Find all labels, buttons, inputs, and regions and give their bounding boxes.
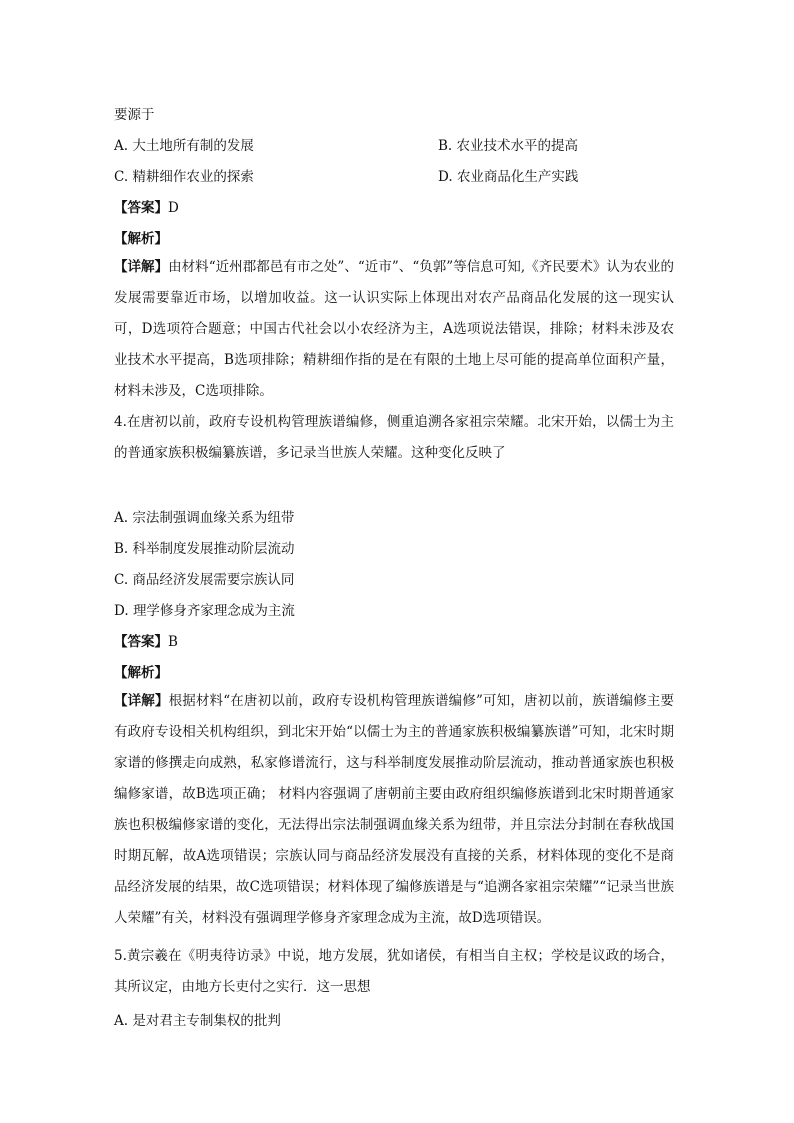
q3-answer	[114, 196, 179, 216]
detail-tag: 【详解】	[114, 693, 169, 709]
q3-option-d[interactable]: D. 农业商品化生产实践	[438, 169, 579, 185]
detail-tag: 【详解】	[114, 259, 169, 275]
q3-option-b[interactable]: B. 农业技术水平的提高	[438, 138, 579, 154]
q5-option-a[interactable]: A. 是对君主专制集权的批判	[114, 1013, 281, 1029]
q4-option-d[interactable]: D. 理学修身齐家理念成为主流	[114, 603, 295, 619]
q3-detail	[114, 252, 674, 407]
q4-detail	[114, 686, 674, 934]
q3-option-c[interactable]: C. 精耕细作农业的探索	[114, 169, 254, 185]
q4-option-a[interactable]: A. 宗法制强调血缘关系为纽带	[114, 510, 295, 526]
q4-option-b[interactable]: B. 科举制度发展推动阶层流动	[114, 541, 295, 557]
q5-stem: 5.黄宗羲在《明夷待访录》中说，地方发展，犹如诸侯，有相当自主权；学校是议政的场合，其所议定，由地方长吏付之实行．这一思想	[114, 948, 674, 995]
q4-stem: 4.在唐初以前，政府专设机构管理族谱编修，侧重追溯各家祖宗荣耀。北宋开始，以儒士为主的普通家族积极编纂族谱，多记录当世族人荣耀。这种变化反映了	[114, 414, 674, 461]
q3-stem-tail: 要源于	[114, 107, 155, 123]
answer-tag: 【答案】	[114, 634, 168, 650]
q3-option-a[interactable]: A. 大土地所有制的发展	[114, 138, 254, 154]
q3-options-row-2	[114, 165, 674, 185]
q4-answer	[114, 630, 178, 650]
q3-options-row-1	[114, 134, 674, 154]
q4-option-c[interactable]: C. 商品经济发展需要宗族认同	[114, 572, 295, 588]
q4-analysis-tag: 【解析】	[114, 665, 168, 681]
answer-tag: 【答案】	[114, 200, 168, 216]
detail-text: 由材料“近州郡都邑有市之处”、“近市”、“负郭”等信息可知,《齐民要术》认为农业的发展需要靠近市场，以增加收益。这一认识实际上体现出对农产品商品化发展的这一现实认可，D选项符合题意；中国古代社会以小农经济为主，A选项说法错误，排除；材料未涉及农业技术水平提高，B选项排除；精耕细作指的是在有限的土地上尽可能的提高单位面积产量，材料未涉及，C选项排除。	[114, 259, 675, 399]
answer-value: B	[168, 634, 178, 650]
q3-analysis-tag: 【解析】	[114, 231, 168, 247]
detail-text: 根据材料“在唐初以前，政府专设机构管理族谱编修”可知，唐初以前，族谱编修主要有政府专设相关机构组织，到北宋开始“以儒士为主的普通家族积极编纂族谱”可知，北宋时期家谱的修撰走向成熟，私家修谱流行，这与科举制度发展推动阶层流动，推动普通家族也积极编修家谱，故B选项正确； 材料内容强调了唐朝前主要由政府组织编修族谱到北宋时期普通家族也积极编修家谱的变化，无法得出宗法制强调血缘关系为纽带，并且宗法分封制在春秋战国时期瓦解，故A选项错误；宗族认同与商品经济发展没有直接的关系，材料体现的变化不是商品经济发展的结果，故C选项错误；材料体现了编修族谱是与“追溯各家祖宗荣耀”“记录当世族人荣耀”有关，材料没有强调理学修身齐家理念成为主流，故D选项错误。	[114, 693, 674, 926]
answer-value: D	[168, 200, 179, 216]
